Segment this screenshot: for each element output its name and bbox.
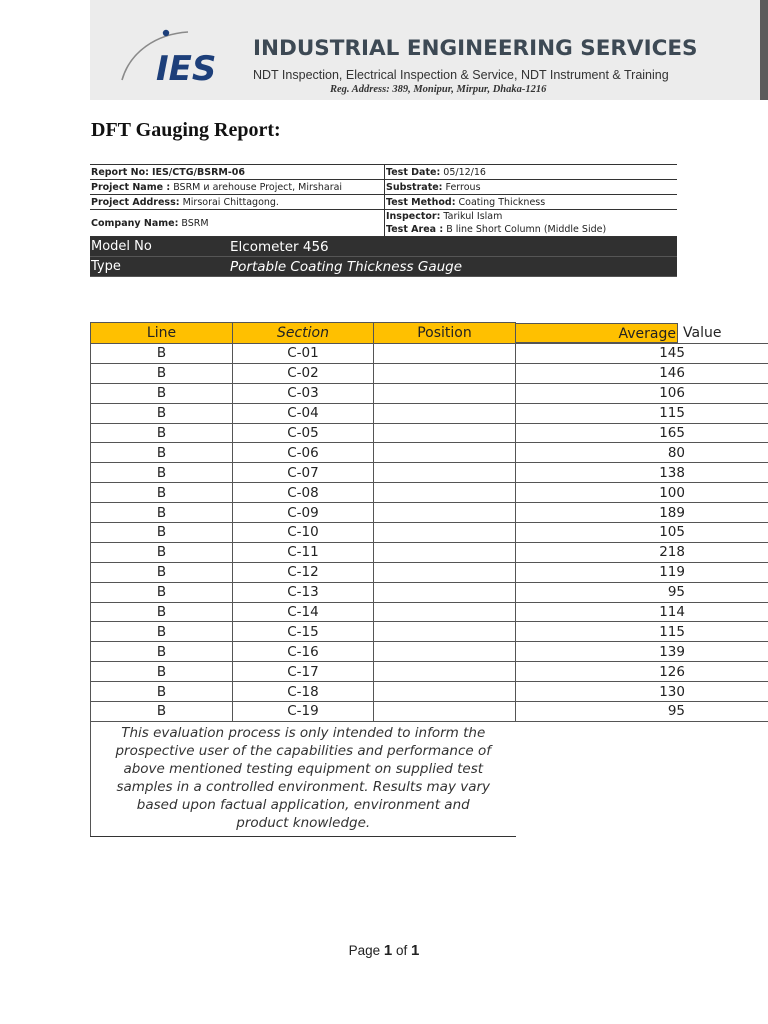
info-row (90, 165, 677, 180)
model-value: Elcometer 456 (229, 237, 677, 257)
value-cell: 80 (516, 443, 768, 463)
value-cell: 218 (516, 542, 768, 562)
table-row (91, 443, 768, 463)
disclaimer-spacer (516, 721, 768, 836)
table-row (91, 542, 768, 562)
logo-text: IES (156, 49, 217, 88)
line-cell: B (91, 463, 233, 483)
line-cell: B (91, 443, 233, 463)
inspector-cell: Inspector: Tarikul Islam Test Area : B line Short Column (Middle Side) (385, 210, 678, 237)
test-method-cell: Test Method: Coating Thickness (385, 195, 678, 210)
info-row (90, 195, 677, 210)
position-cell (374, 443, 516, 463)
ies-logo (116, 22, 226, 88)
section-cell: C-01 (233, 344, 374, 364)
line-header: Line (91, 323, 233, 344)
position-cell (374, 582, 516, 602)
company-name-cell: Company Name: BSRM (90, 210, 385, 237)
project-address-value: Mirsorai Chittagong. (182, 196, 279, 208)
table-row (91, 363, 768, 383)
position-cell (374, 622, 516, 642)
page-word: Page (348, 943, 381, 958)
company-name-value: BSRM (181, 217, 209, 229)
type-row (90, 257, 677, 277)
line-cell: B (91, 344, 233, 364)
company-address: Reg. Address: 389, Monipur, Mirpur, Dhaka-1216 (330, 84, 547, 95)
info-row (90, 180, 677, 195)
position-cell (374, 523, 516, 543)
measurement-table (90, 322, 768, 837)
section-cell: C-05 (233, 423, 374, 443)
substrate-value: Ferrous (445, 181, 481, 193)
position-cell (374, 483, 516, 503)
value-cell: 146 (516, 363, 768, 383)
line-cell: B (91, 622, 233, 642)
table-row (91, 662, 768, 682)
position-cell (374, 423, 516, 443)
model-row (90, 237, 677, 257)
value-cell: 95 (516, 582, 768, 602)
table-row (91, 523, 768, 543)
line-cell: B (91, 702, 233, 722)
line-cell: B (91, 682, 233, 702)
position-cell (374, 383, 516, 403)
table-row (91, 483, 768, 503)
position-cell (374, 344, 516, 364)
line-cell: B (91, 562, 233, 582)
section-cell: C-19 (233, 702, 374, 722)
line-cell: B (91, 662, 233, 682)
test-method-value: Coating Thickness (458, 196, 546, 208)
report-title: DFT Gauging Report: (91, 119, 281, 141)
section-cell: C-17 (233, 662, 374, 682)
page-total: 1 (411, 942, 420, 959)
position-header: Position (374, 323, 516, 344)
header-row (91, 323, 768, 344)
section-cell: C-06 (233, 443, 374, 463)
section-cell: C-12 (233, 562, 374, 582)
project-name-cell: Project Name : BSRM и arehouse Project, Mirsharai (90, 180, 385, 195)
section-header: Section (233, 323, 374, 344)
report-no-value: IES/CTG/BSRM-06 (151, 166, 246, 178)
section-cell: C-14 (233, 602, 374, 622)
value-cell: 115 (516, 403, 768, 423)
table-row (91, 383, 768, 403)
section-cell: C-02 (233, 363, 374, 383)
page-current: 1 (383, 942, 393, 959)
line-cell: B (91, 542, 233, 562)
position-cell (374, 363, 516, 383)
value-cell: 189 (516, 503, 768, 523)
line-cell: B (91, 642, 233, 662)
table-row (91, 622, 768, 642)
section-cell: C-15 (233, 622, 374, 642)
letterhead (90, 0, 760, 100)
position-cell (374, 403, 516, 423)
company-services: NDT Inspection, Electrical Inspection & Service, NDT Instrument & Training (253, 68, 669, 82)
inspector-value: Tarikul Islam (443, 211, 503, 222)
section-cell: C-08 (233, 483, 374, 503)
position-cell (374, 662, 516, 682)
table-row (91, 344, 768, 364)
position-cell (374, 702, 516, 722)
table-row (91, 642, 768, 662)
project-name-value: BSRM и arehouse Project, Mirsharai (173, 181, 343, 193)
value-cell: 126 (516, 662, 768, 682)
value-cell: 114 (516, 602, 768, 622)
position-cell (374, 642, 516, 662)
position-cell (374, 503, 516, 523)
type-label: Type (90, 257, 229, 277)
table-row (91, 423, 768, 443)
of-word: of (396, 943, 408, 958)
type-value: Portable Coating Thickness Gauge (229, 257, 677, 277)
value-cell: 119 (516, 562, 768, 582)
disclaimer-row (91, 721, 768, 836)
section-cell: C-07 (233, 463, 374, 483)
table-row (91, 582, 768, 602)
value-cell: 130 (516, 682, 768, 702)
company-name: INDUSTRIAL ENGINEERING SERVICES (253, 36, 698, 61)
value-cell: 95 (516, 702, 768, 722)
section-cell: C-16 (233, 642, 374, 662)
line-cell: B (91, 383, 233, 403)
position-cell (374, 602, 516, 622)
report-no-cell: Report No: IES/CTG/BSRM-06 (90, 165, 385, 180)
page-footer (0, 942, 768, 959)
section-cell: C-11 (233, 542, 374, 562)
value-cell: 139 (516, 642, 768, 662)
line-cell: B (91, 423, 233, 443)
line-cell: B (91, 523, 233, 543)
table-row (91, 403, 768, 423)
section-cell: C-18 (233, 682, 374, 702)
value-cell: 105 (516, 523, 768, 543)
test-date-cell: Test Date: 05/12/16 (385, 165, 678, 180)
instrument-table (90, 237, 677, 277)
value-cell: 145 (516, 344, 768, 364)
table-row (91, 463, 768, 483)
disclaimer-text: This evaluation process is only intended to inform the prospective user of the capabilities and performance of above mentioned testing equipment on supplied test samples in a controlled environment. Results may vary based upon factual application, environment and product knowledge. (91, 721, 516, 836)
table-row (91, 682, 768, 702)
line-cell: B (91, 483, 233, 503)
table-row (91, 702, 768, 722)
table-row (91, 503, 768, 523)
project-address-cell: Project Address: Mirsorai Chittagong. (90, 195, 385, 210)
value-cell: 165 (516, 423, 768, 443)
section-cell: C-03 (233, 383, 374, 403)
section-cell: C-13 (233, 582, 374, 602)
line-cell: B (91, 363, 233, 383)
section-cell: C-10 (233, 523, 374, 543)
value-cell: 115 (516, 622, 768, 642)
letterhead-edge (760, 0, 768, 100)
info-row (90, 210, 677, 237)
average-value-header (516, 323, 768, 344)
average-header-label: Average (516, 323, 678, 343)
table-row (91, 602, 768, 622)
table-row (91, 562, 768, 582)
line-cell: B (91, 403, 233, 423)
line-cell: B (91, 582, 233, 602)
measurement-rows (91, 344, 768, 722)
value-cell: 106 (516, 383, 768, 403)
position-cell (374, 463, 516, 483)
model-label: Model No (90, 237, 229, 257)
report-info-table (90, 164, 677, 237)
value-cell: 138 (516, 463, 768, 483)
line-cell: B (91, 503, 233, 523)
position-cell (374, 682, 516, 702)
test-date-value: 05/12/16 (443, 166, 486, 178)
position-cell (374, 562, 516, 582)
line-cell: B (91, 602, 233, 622)
section-cell: C-09 (233, 503, 374, 523)
value-header-label: Value (683, 324, 722, 341)
position-cell (374, 542, 516, 562)
section-cell: C-04 (233, 403, 374, 423)
substrate-cell: Substrate: Ferrous (385, 180, 678, 195)
value-cell: 100 (516, 483, 768, 503)
test-area-value: B line Short Column (Middle Side) (446, 224, 607, 235)
